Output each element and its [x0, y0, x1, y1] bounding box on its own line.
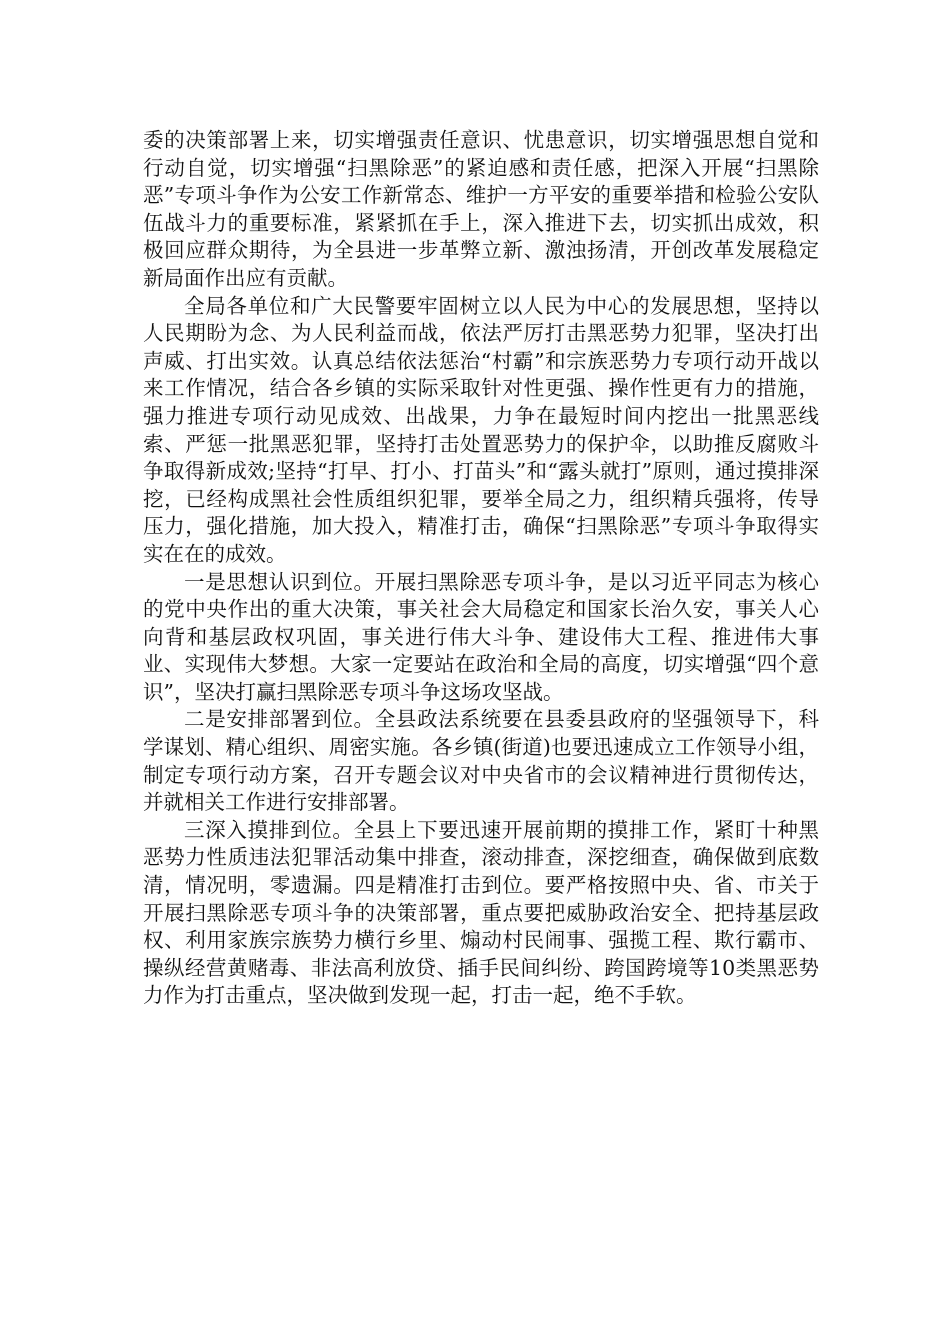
paragraph-point-two: 二是安排部署到位。全县政法系统要在县委县政府的坚强领导下，科学谋划、精心组织、周密实施。各乡镇(街道)也要迅速成立工作领导小组，制定专项行动方案，召开专题会议对中央省市的会议精神进行贯彻传达，并就相关工作进行安排部署。	[143, 707, 819, 815]
paragraph-point-one: 一是思想认识到位。开展扫黑除恶专项斗争，是以习近平同志为核心的党中央作出的重大决策，事关社会大局稳定和国家长治久安，事关人心向背和基层政权巩固，事关进行伟大斗争、建设伟大工程、推进伟大事业、实现伟大梦想。大家一定要站在政治和全局的高度，切实增强“四个意识”，坚决打赢扫黑除恶专项斗争这场攻坚战。	[143, 569, 819, 704]
paragraph-point-three-four: 三深入摸排到位。全县上下要迅速开展前期的摸排工作，紧盯十种黑恶势力性质违法犯罪活动集中排查，滚动排查，深挖细查，确保做到底数清，情况明，零遗漏。四是精准打击到位。要严格按照中央、省、市关于开展扫黑除恶专项斗争的决策部署，重点要把威胁政治安全、把持基层政权、利用家族宗族势力横行乡里、煽动村民闹事、强揽工程、欺行霸市、操纵经营黄赌毒、非法高利放贷、插手民间纠纷、跨国跨境等10类黑恶势力作为打击重点，坚决做到发现一起，打击一起，绝不手软。	[143, 817, 819, 1008]
paragraph-continuation: 委的决策部署上来，切实增强责任意识、忧患意识，切实增强思想自觉和行动自觉，切实增强“扫黑除恶”的紧迫感和责任感，把深入开展“扫黑除恶”专项斗争作为公安工作新常态、维护一方平安的重要举措和检验公安队伍战斗力的重要标准，紧紧抓在手上，深入推进下去，切实抓出成效，积极回应群众期待，为全县进一步革弊立新、激浊扬清，开创改革发展稳定新局面作出应有贡献。	[143, 128, 819, 290]
document-body	[143, 127, 819, 1010]
paragraph-main-tasks: 全局各单位和广大民警要牢固树立以人民为中心的发展思想，坚持以人民期盼为念、为人民利益而战，依法严厉打击黑恶势力犯罪，坚决打出声威、打出实效。认真总结依法惩治“村霸”和宗族恶势力专项行动开战以来工作情况，结合各乡镇的实际采取针对性更强、操作性更有力的措施，强力推进专项行动见成效、出战果，力争在最短时间内挖出一批黑恶线索、严惩一批黑恶犯罪，坚持打击处置恶势力的保护伞，以助推反腐败斗争取得新成效;坚持“打早、打小、打苗头”和“露头就打”原则，通过摸排深挖，已经构成黑社会性质组织犯罪，要举全局之力，组织精兵强将，传导压力，强化措施，加大投入，精准打击，确保“扫黑除恶”专项斗争取得实实在在的成效。	[143, 293, 819, 566]
